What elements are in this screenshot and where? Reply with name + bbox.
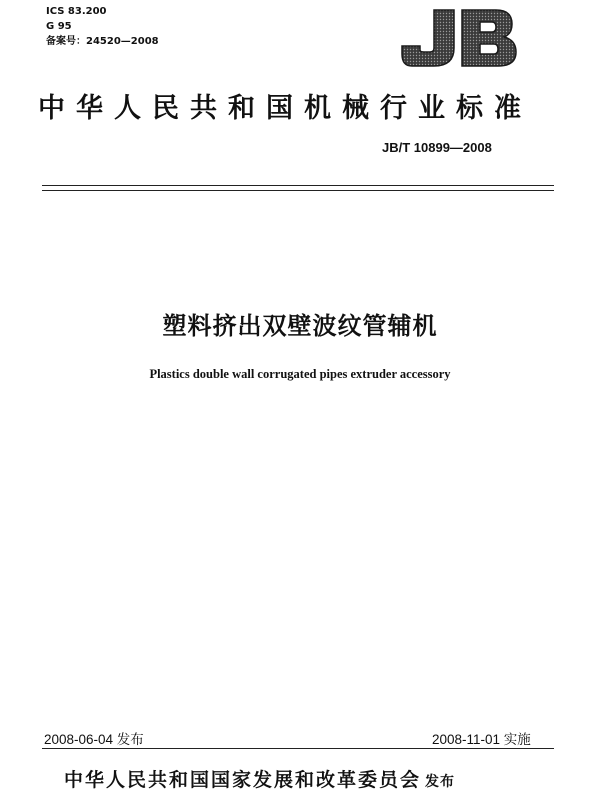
document-title-cn: 塑料挤出双壁波纹管辅机 <box>162 312 438 340</box>
issuing-category-title: 中华人民共和国机械行业标准 <box>38 93 532 124</box>
classification-block <box>46 4 159 49</box>
date-rule <box>42 748 554 749</box>
header-rule-bottom <box>42 190 554 191</box>
standard-number: JB/T 10899—2008 <box>382 140 492 155</box>
document-title-en: Plastics double wall corrugated pipes extruder accessory <box>149 367 451 381</box>
ics-code: ICS 83.200 <box>46 6 107 17</box>
publisher-suffix: 发布 <box>425 774 456 790</box>
implementation-date: 2008-11-01 实施 <box>432 732 531 747</box>
header-rule-top <box>42 185 554 186</box>
publisher-name: 中华人民共和国国家发展和改革委员会 <box>64 769 422 791</box>
jb-logo-mark <box>400 6 518 70</box>
publisher <box>64 765 455 792</box>
jb-logo <box>400 6 518 70</box>
filing-number: 备案号：24520—2008 <box>46 36 159 47</box>
issue-date: 2008-06-04 发布 <box>44 732 144 747</box>
ccs-code: G 95 <box>46 21 72 32</box>
